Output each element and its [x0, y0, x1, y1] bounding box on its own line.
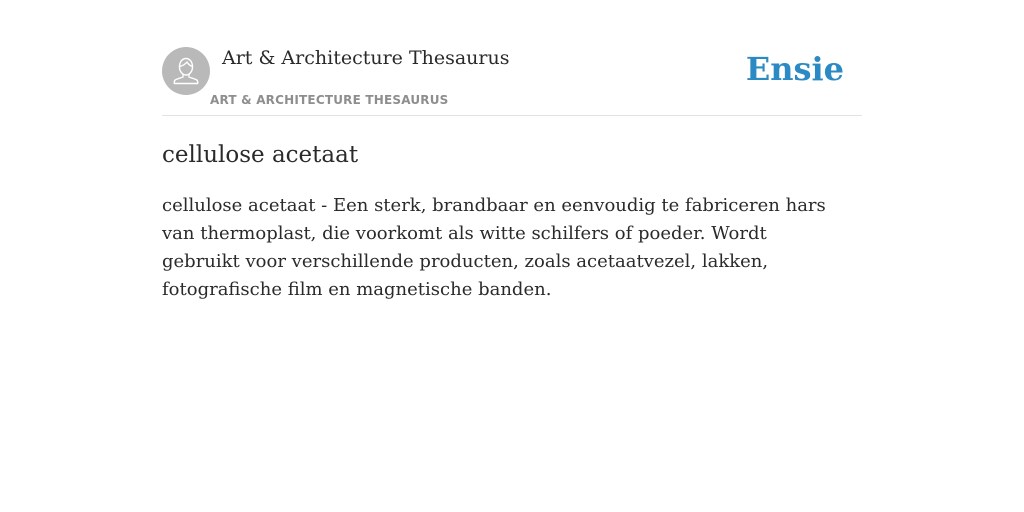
- user-outline-icon: [162, 47, 210, 95]
- page-container: [162, 0, 862, 512]
- author-avatar[interactable]: [162, 47, 210, 95]
- author-name[interactable]: Art & Architecture Thesaurus: [222, 47, 510, 69]
- ensie-logo[interactable]: Ensie: [745, 50, 844, 88]
- term-definition: cellulose acetaat - Een sterk, brandbaar en eenvoudig te fabriceren hars van thermoplast, die voorkomt als witte schilfers of poeder. Wordt gebruikt voor verschillende producten, zoals acetaatvezel, lakken, fotografische film en magnetische banden.: [162, 195, 826, 300]
- entry-header: [162, 0, 862, 116]
- source-label[interactable]: ART & ARCHITECTURE THESAURUS: [210, 93, 449, 107]
- term-title: cellulose acetaat: [162, 142, 359, 168]
